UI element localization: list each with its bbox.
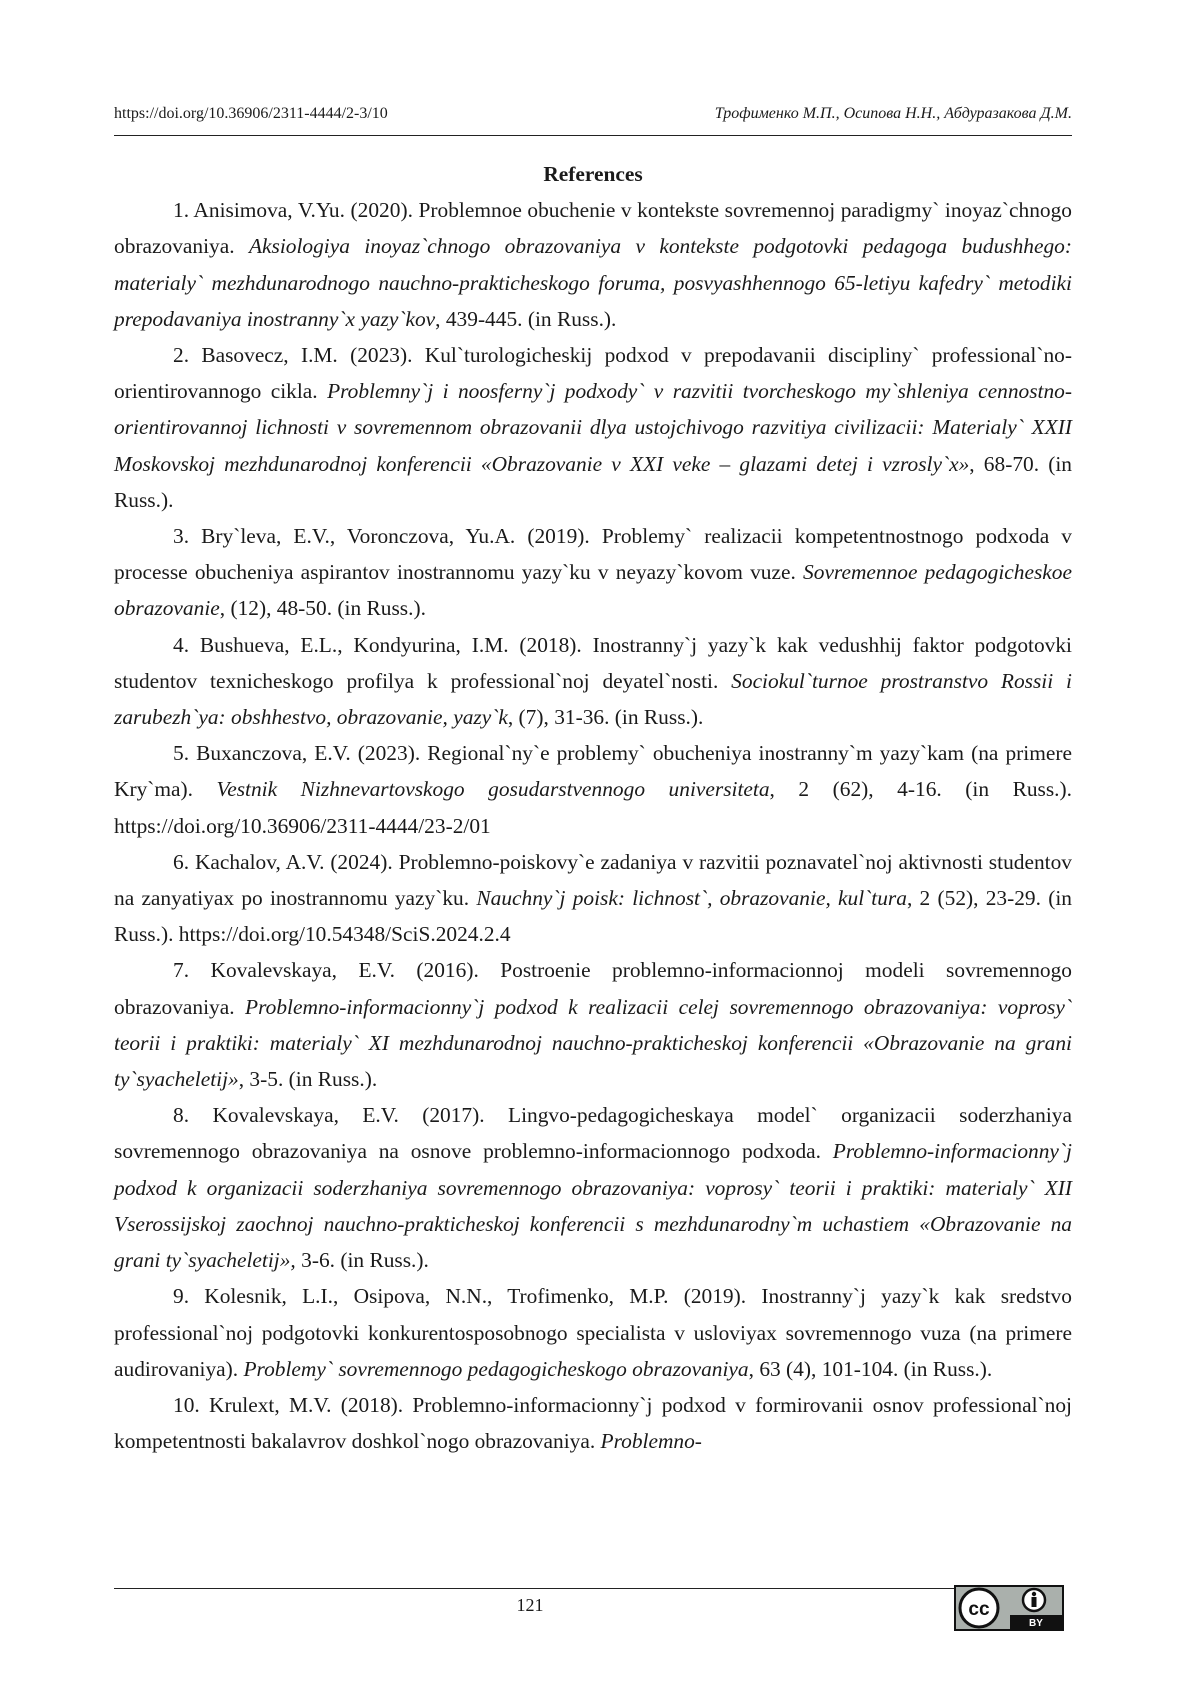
svg-text:cc: cc [968,1599,990,1620]
reference-text: 9. Kolesnik, L.I., Osipova, N.N., Trofimenko, M.P. (2019). Inostranny`j yazy`k kak sredstvo professional`noj podgotovki konkurentosposobnogo specialista v usloviyax sovremennogo vuza (na primere audirovaniya). [114,1284,1072,1381]
reference-item [114,1097,1072,1278]
reference-source: Nauchny`j poisk: lichnost`, obrazovanie, kul`tura [476,886,907,911]
reference-source: Problemno-informacionny`j podxod k realizacii celej sovremennogo obrazovaniya: voprosy` teorii i praktiki: materialy` XI mezhdunarodnoj nauchno-prakticheskoj konferencii «Obrazovanie na grani ty`syacheletij» [114,994,1072,1092]
reference-pages: , (7), 31-36. (in Russ.). [507,705,704,730]
reference-item [114,1387,1072,1459]
reference-item [114,337,1072,518]
reference-source: Vestnik Nizhnevartovskogo gosudarstvennogo universiteta [216,777,770,802]
reference-pages: , 439-445. (in Russ.). [435,306,617,331]
reference-item [114,1278,1072,1387]
reference-pages: , 63 (4), 101-104. (in Russ.). [748,1356,993,1381]
reference-source: Problemno-informacionny`j podxod k organizacii soderzhaniya sovremennogo obrazovaniya: voprosy` teorii i praktiki: materialy` XII Vserossijskoj zaochnoj nauchno-prakticheskoj konferencii s mezhdunarodny`m uchastiem «Obrazovanie na grani ty`syacheletij», [114,1139,1072,1273]
reference-text: 5. Buxanczova, E.V. (2023). Regional`ny`e problemy` obucheniya inostranny`m yazy`kam (na primere Kry`ma). [114,741,1072,802]
reference-pages: , (12), 48-50. (in Russ.). [219,596,426,621]
reference-item [114,952,1072,1097]
header-divider [114,135,1072,136]
reference-source: Problemny`j i noosferny`j podxody` v razvitii tvorcheskogo my`shleniya cennostno-orientirovannoj lichnosti v sovremennom obrazovanii dlya ustojchivogo razvitiya civilizacii: Materialy` XXII Moskovskoj mezhdunarodnoj konferencii «Obrazovanie v XXI veke – glazami detej i vzrosly`x» [114,379,1072,476]
reference-item [114,844,1072,953]
reference-text: 6. Kachalov, A.V. (2024). Problemno-poiskovy`e zadaniya v razvitii poznavatel`noj aktivnosti studentov na zanyatiyax po inostrannomu yazy`ku. [114,849,1072,911]
reference-source: Sociokul`turnoe prostranstvo Rossii i zarubezh`ya: obshhestvo, obrazovanie, yazy`k [114,668,1072,730]
cc-by-icon [956,1587,1062,1629]
reference-source: Problemy` sovremennogo pedagogicheskogo obrazovaniya [243,1356,749,1381]
footer-divider [114,1588,954,1589]
reference-source: Sovremennoe pedagogicheskoe obrazovanie [114,560,1072,621]
reference-item [114,627,1072,736]
reference-item [114,192,1072,337]
reference-item [114,735,1072,844]
reference-source: Aksiologiya inoyaz`chnogo obrazovaniya v kontekste podgotovki pedagoga budushhego: materialy` mezhdunarodnogo nauchno-prakticheskogo foruma, posvyashhennogo 65-letiyu kafedry` metodiki prepodavaniya inostranny`x yazy`kov [114,234,1072,331]
reference-text: 1. Anisimova, V.Yu. (2020). Problemnoe obuchenie v kontekste sovremennoj paradigmy` inoyaz`chnogo obrazovaniya. [114,198,1072,259]
references-section [114,156,1072,1459]
reference-pages: , 2 (52), 23-29. (in Russ.). https://doi.org/10.54348/SciS.2024.2.4 [114,886,1072,947]
reference-pages: , 68-70. (in Russ.). [114,451,1072,512]
reference-text: 8. Kovalevskaya, E.V. (2017). Lingvo-pedagogicheskaya model` organizacii soderzhaniya sovremennogo obrazovaniya na osnove problemno-informacionnogo podxoda. [114,1103,1072,1164]
reference-text: 3. Bry`leva, E.V., Voronczova, Yu.A. (2019). Problemy` realizacii kompetentnostnogo podxoda v processe obucheniya aspirantov inostrannomu yazy`ku v neyazy`kovom vuze. [114,524,1072,585]
reference-item [114,518,1072,627]
reference-pages: , 3-5. (in Russ.). [238,1067,378,1092]
reference-text: 4. Bushueva, E.L., Kondyurina, I.M. (2018). Inostranny`j yazy`k kak vedushhij faktor podgotovki studentov texnicheskogo profilya k professional`noj deyatel`nosti. [114,632,1072,693]
doi-link[interactable]: https://doi.org/10.36906/2311-4444/2-3/10 [114,105,388,122]
reference-source: Problemno- [600,1429,702,1454]
reference-pages: 3-6. (in Russ.). [295,1248,429,1273]
cc-by-label: BY [1029,1618,1043,1629]
reference-text: 10. Krulext, M.V. (2018). Problemno-informacionny`j podxod v formirovanii osnov professional`noj kompetentnosti bakalavrov doshkol`nogo obrazovaniya. [114,1392,1072,1454]
references-heading: References [543,162,643,186]
reference-text: 7. Kovalevskaya, E.V. (2016). Postroenie problemno-informacionnoj modeli sovremennogo obrazovaniya. [114,958,1072,1019]
reference-pages: , 2 (62), 4-16. (in Russ.). https://doi.org/10.36906/2311-4444/23-2/01 [114,777,1072,838]
cc-by-license-badge[interactable] [954,1585,1064,1631]
page-number: 121 [516,1595,544,1615]
running-head-authors: Трофименко М.П., Осипова Н.Н., Абдуразакова Д.М. [714,105,1072,122]
running-head [114,104,1072,124]
reference-text: 2. Basovecz, I.M. (2023). Kul`turologicheskij podxod v prepodavanii discipliny` professional`no-orientirovannogo cikla. [114,343,1072,404]
